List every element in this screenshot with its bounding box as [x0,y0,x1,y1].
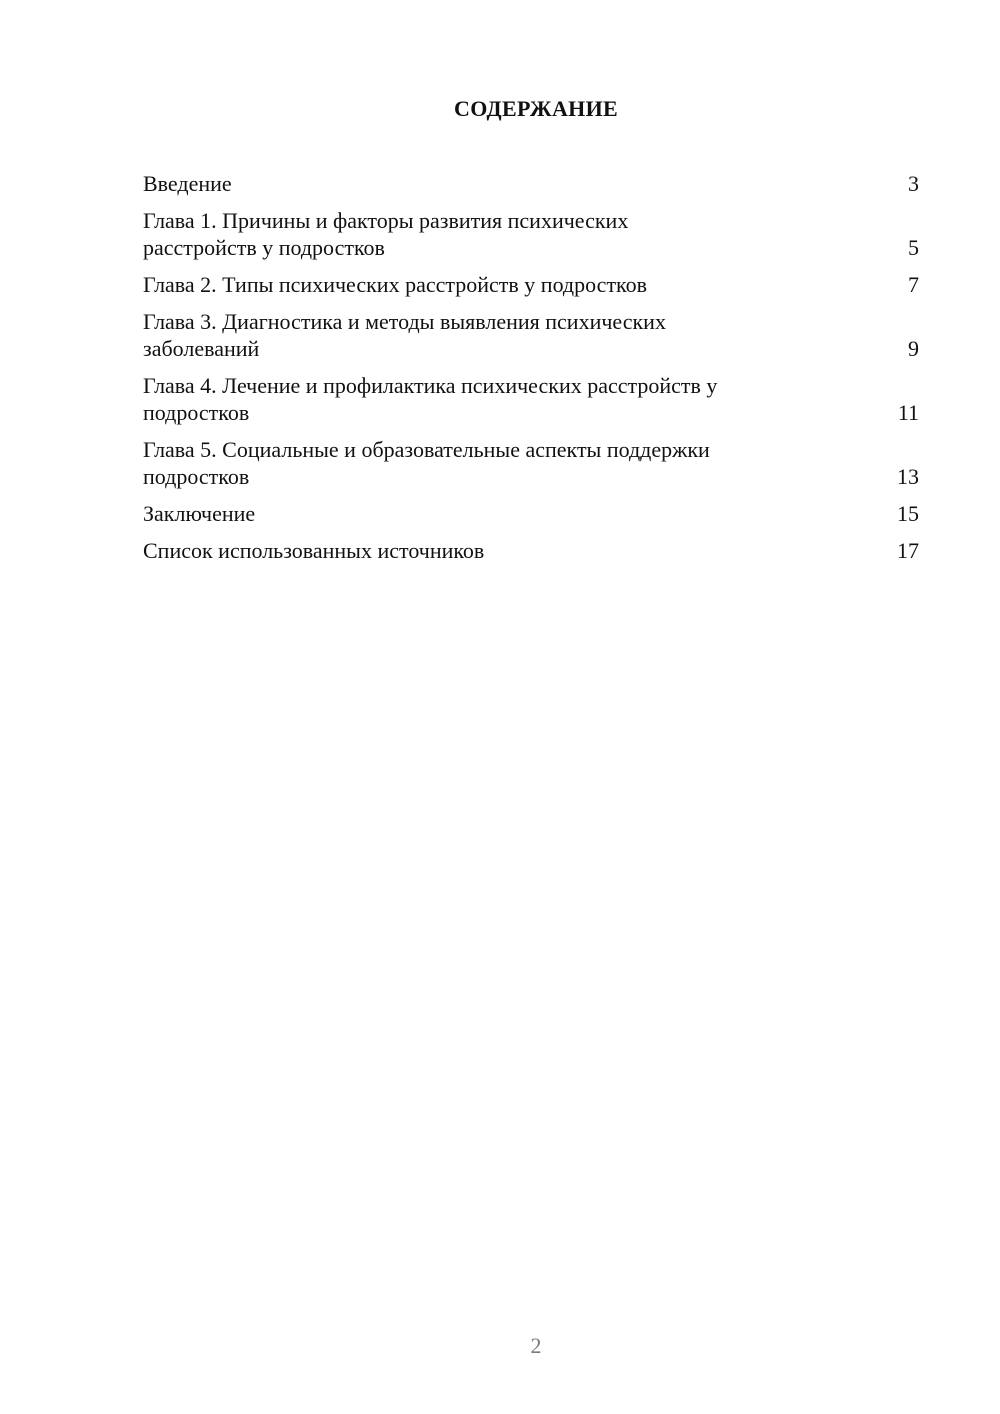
toc-entry-page: 9 [908,336,919,361]
toc-entry-title: Список использованных источников [143,538,485,563]
toc-entry-page: 15 [897,501,919,526]
toc-entry-chapter-5 [143,436,919,490]
toc-entry-title: Глава 1. Причины и факторы развития психических расстройств у подростков [143,208,629,260]
toc-entry-page: 11 [897,400,919,425]
toc-entry-page: 13 [897,464,919,489]
toc-entry-title: Глава 5. Социальные и образовательные аспекты поддержки подростков [143,437,710,489]
toc-entry-references [143,537,919,564]
page-number: 2 [530,1333,542,1358]
toc-entry-title: Глава 2. Типы психических расстройств у подростков [143,272,648,297]
table-of-contents [143,170,919,574]
toc-entry-title: Введение [143,171,232,196]
toc-entry-page: 17 [897,538,919,563]
page-title: СОДЕРЖАНИЕ [454,96,618,121]
toc-entry-chapter-1 [143,207,919,261]
toc-entry-introduction [143,170,919,197]
toc-entry-title: Глава 4. Лечение и профилактика психических расстройств у подростков [143,373,718,425]
toc-entry-page: 5 [908,235,919,260]
toc-entry-title: Глава 3. Диагностика и методы выявления психических заболеваний [143,309,666,361]
toc-entry-chapter-3 [143,308,919,362]
toc-entry-title: Заключение [143,501,256,526]
toc-entry-conclusion [143,500,919,527]
toc-entry-chapter-4 [143,372,919,426]
toc-entry-page: 7 [908,272,919,297]
toc-entry-chapter-2 [143,271,919,298]
toc-entry-page: 3 [908,171,919,196]
